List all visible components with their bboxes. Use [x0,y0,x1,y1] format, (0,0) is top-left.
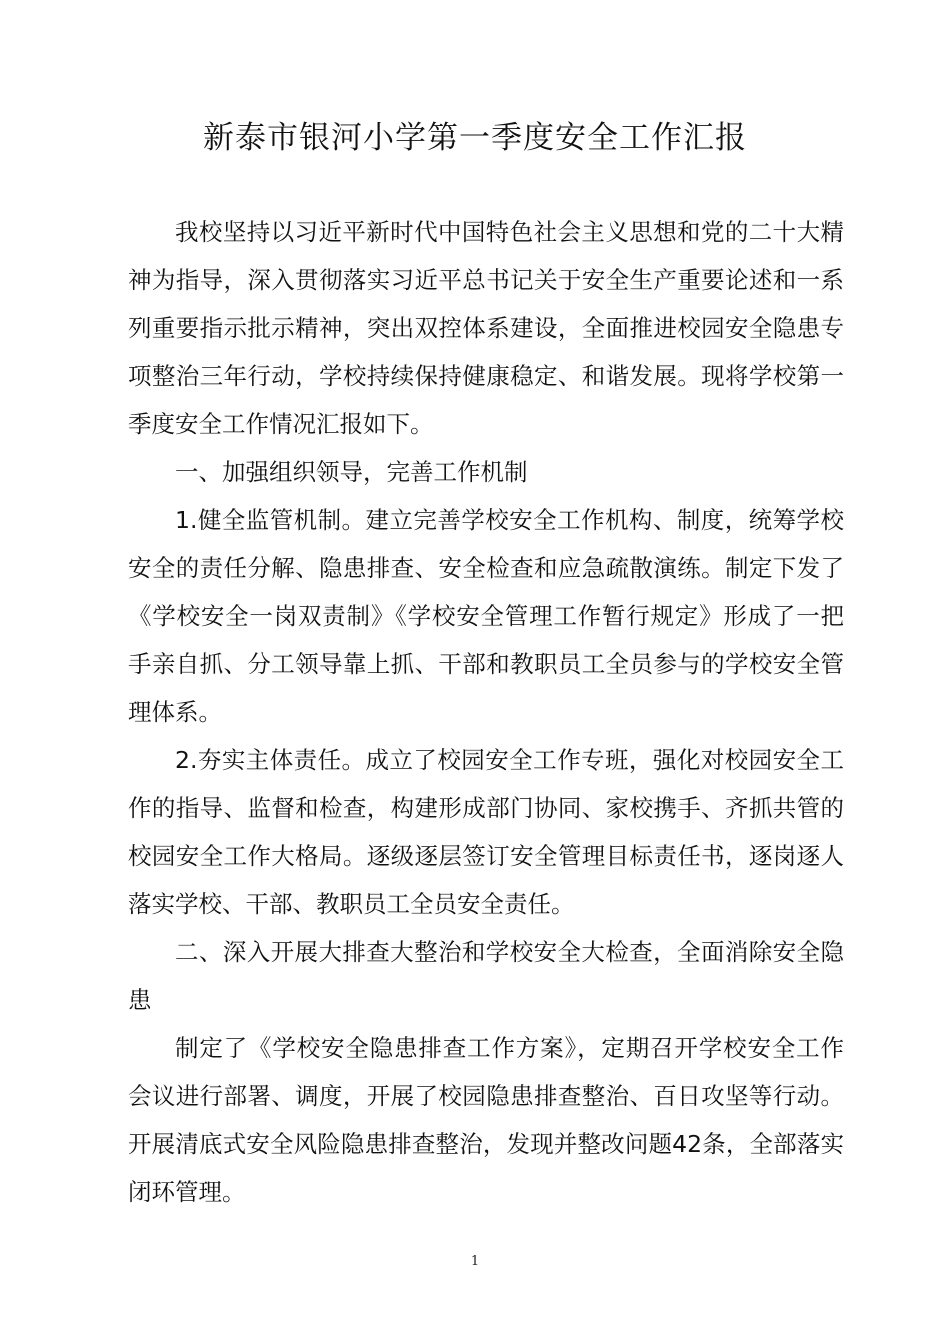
document-title: 新泰市银河小学第一季度安全工作汇报 [203,120,747,156]
document-body [128,208,844,1216]
section-heading-1: 一、加强组织领导，完善工作机制 [175,458,528,486]
page-number: 1 [470,1254,480,1269]
paragraph-intro: 我校坚持以习近平新时代中国特色社会主义思想和党的二十大精神为指导，深入贯彻落实习近平总书记关于安全生产重要论述和一系列重要指示批示精神，突出双控体系建设，全面推进校园安全隐患专项整治三年行动，学校持续保持健康稳定、和谐发展。现将学校第一季度安全工作情况汇报如下。 [128,218,844,438]
section-heading-2: 二、深入开展大排查大整治和学校安全大检查，全面消除安全隐患 [128,938,844,1014]
paragraph-2-1: 制定了《学校安全隐患排查工作方案》，定期召开学校安全工作会议进行部署、调度，开展了校园隐患排查整治、百日攻坚等行动。开展清底式安全风险隐患排查整治，发现并整改问题42条，全部落实闭环管理。 [128,1034,844,1206]
paragraph-1-2: 2.夯实主体责任。成立了校园安全工作专班，强化对校园安全工作的指导、监督和检查，构建形成部门协同、家校携手、齐抓共管的校园安全工作大格局。逐级逐层签订安全管理目标责任书，逐岗逐人落实学校、干部、教职员工全员安全责任。 [128,746,844,918]
paragraph-1-1: 1.健全监管机制。建立完善学校安全工作机构、制度，统筹学校安全的责任分解、隐患排查、安全检查和应急疏散演练。制定下发了《学校安全一岗双责制》《学校安全管理工作暂行规定》形成了一把手亲自抓、分工领导靠上抓、干部和教职员工全员参与的学校安全管理体系。 [128,506,844,726]
